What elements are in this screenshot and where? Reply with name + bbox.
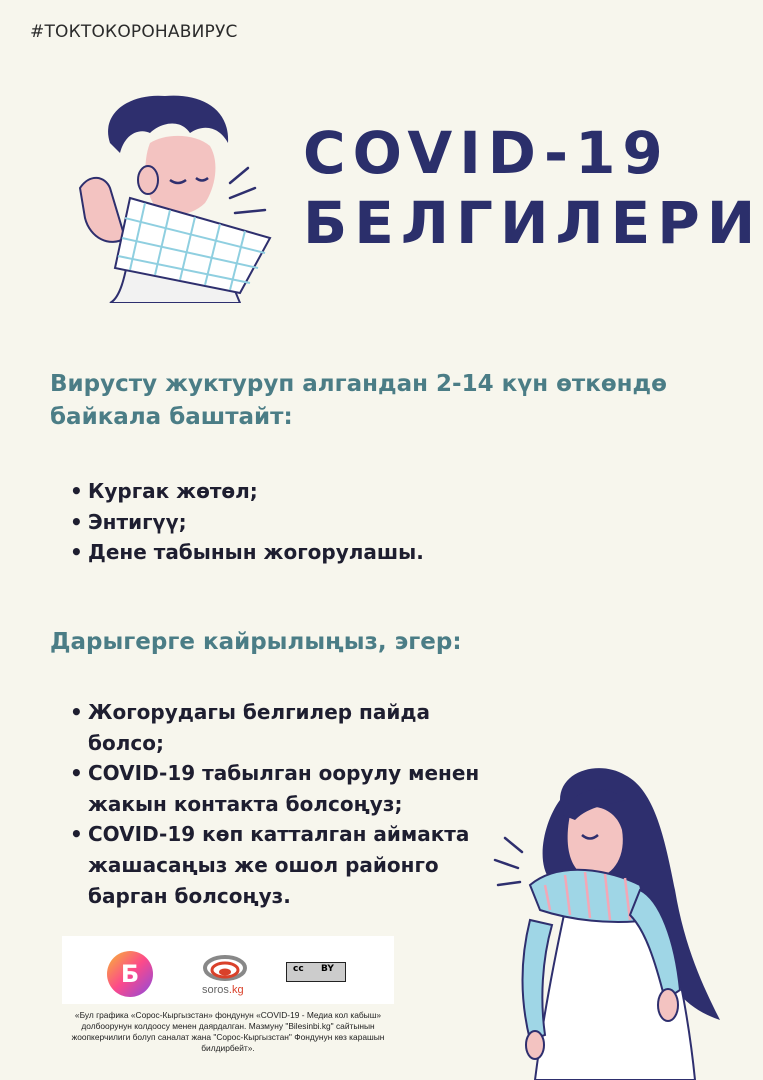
list-item: • Дене табынын жогорулашы.	[70, 537, 424, 568]
list-item: • Энтигүү;	[70, 507, 424, 538]
man-sneezing-illustration	[70, 88, 280, 303]
symptoms-heading: Вирусту жуктуруп алгандан 2-14 күн өткөндө байкала баштайт:	[50, 371, 667, 431]
bilesinbi-logo: Б	[107, 951, 153, 997]
logos-panel	[62, 936, 394, 1004]
doctor-conditions-list	[70, 697, 510, 911]
creative-commons-badge: cc BY	[286, 962, 346, 982]
page-title	[303, 118, 762, 258]
list-item: • Кургак жөтөл;	[70, 476, 424, 507]
hashtag: #ТОКТОКОРОНАВИРУС	[30, 22, 238, 42]
list-item: • COVID-19 табылган оорулу менен жакын контакта болсоңуз;	[70, 758, 510, 819]
title-line-1: COVID-19	[303, 119, 670, 187]
title-line-2: БЕЛГИЛЕРИ	[303, 189, 763, 258]
doctor-heading: Дарыгерге кайрылыңыз, эгер:	[50, 629, 462, 655]
symptoms-list	[70, 476, 424, 568]
soros-label: soros.kg	[202, 984, 244, 996]
list-item: • COVID-19 көп катталган аймакта жашасаңыз же ошол районго барган болсоңуз.	[70, 819, 510, 911]
footer-disclaimer: «Бул графика «Сорос-Кыргызстан» фондунун «COVID-19 - Медиа кол кабыш» долбоорунун колдоосу менен даярдалган. Мазмуну "Bilesinbi.kg" сайтынын жоопкерчилиги болуп саналат жана "Сорос-Кыргызстан" Фондунун көз карашын билдирбейт».	[71, 1010, 385, 1054]
woman-coughing-illustration	[490, 760, 735, 1080]
list-item: • Жогорудагы белгилер пайда болсо;	[70, 697, 510, 758]
